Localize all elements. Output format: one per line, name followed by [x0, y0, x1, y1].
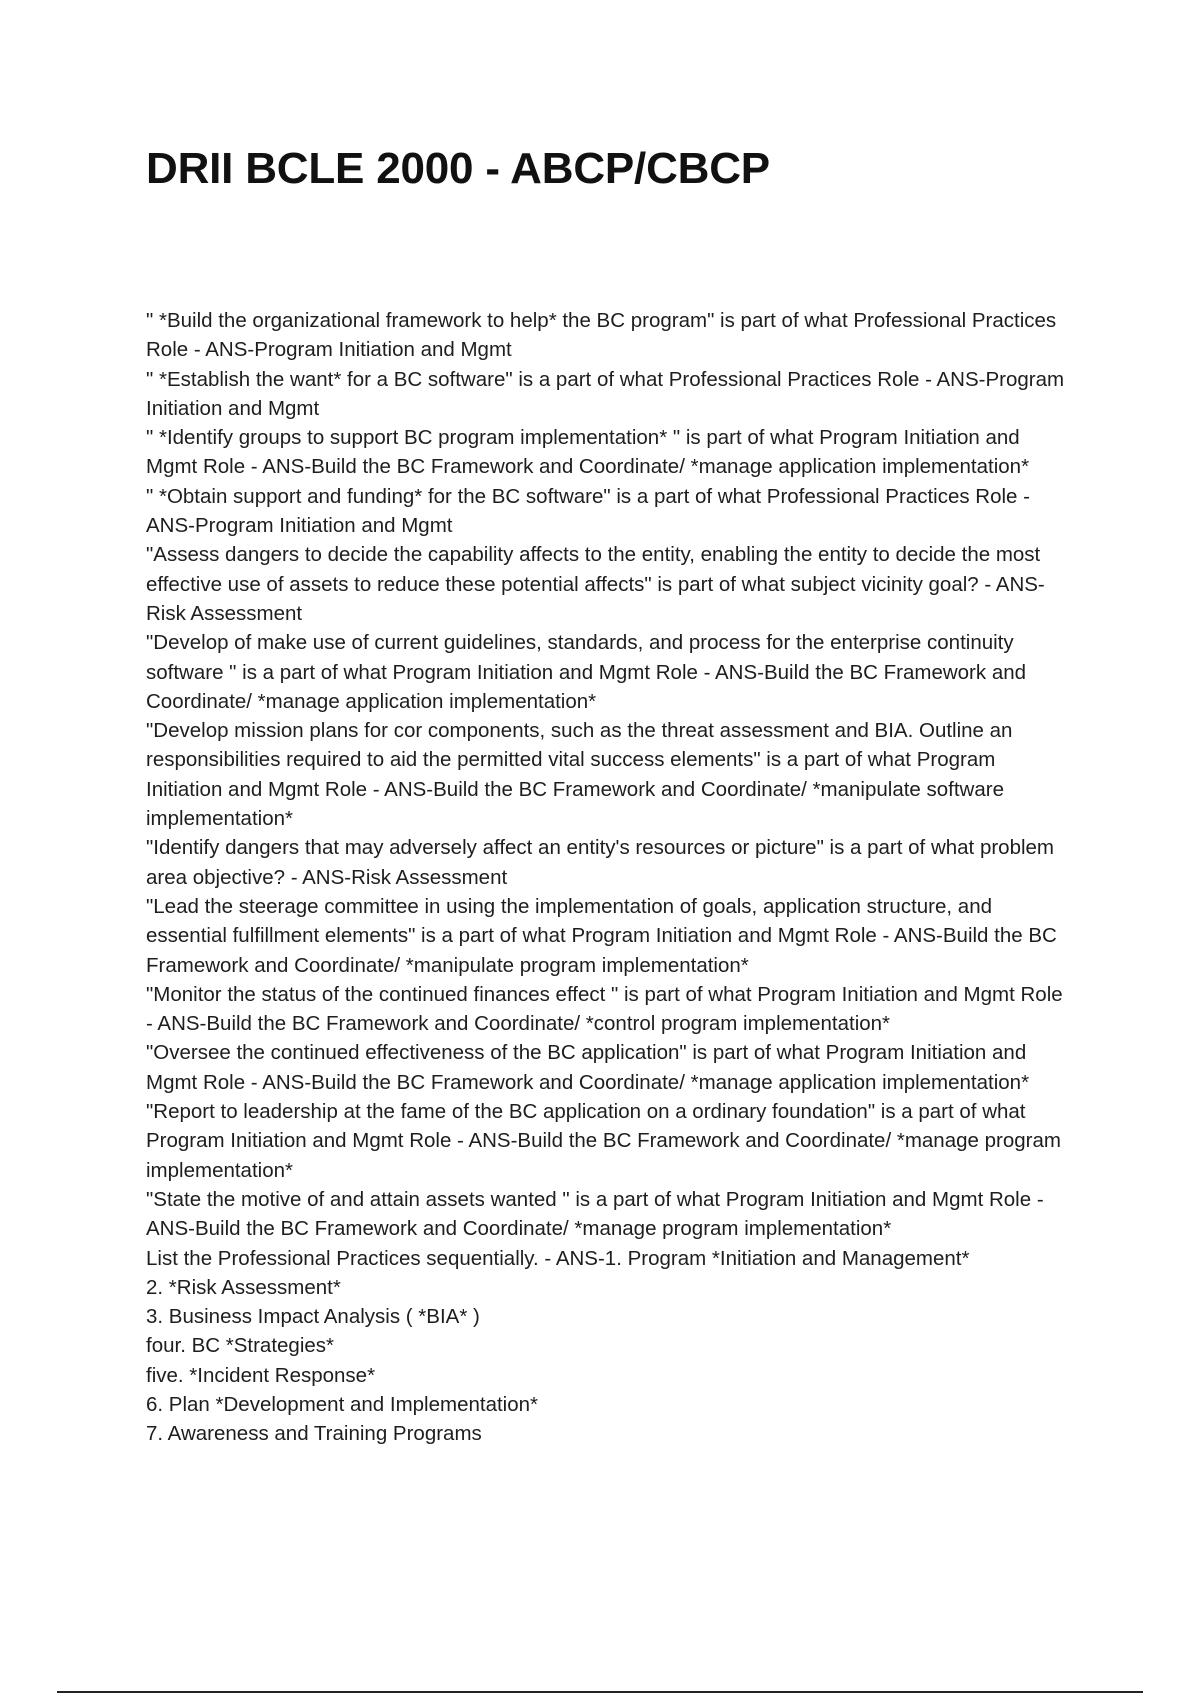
practice-list-item: five. *Incident Response*	[146, 1363, 376, 1387]
qa-entry: "Develop of make use of current guidelines, standards, and process for the enterprise continuity software " is a part of what Program Initiation and Mgmt Role - ANS-Build the BC Framework and Coordinate/ *manage application implementation*	[146, 631, 1027, 713]
qa-entry: "Oversee the continued effectiveness of the BC application" is part of what Program Initiation and Mgmt Role - ANS-Build the BC Framework and Coordinate/ *manage application implementation*	[146, 1041, 1030, 1094]
qa-entry: "Lead the steerage committee in using the implementation of goals, application structure, and essential fulfillment elements" is a part of what Program Initiation and Mgmt Role - ANS-Build the BC Framework and Coordinate/ *manipulate program implementation*	[146, 894, 1057, 977]
qa-entry: " *Establish the want* for a BC software" is a part of what Professional Practices Role - ANS-Program Initiation and Mgmt	[146, 367, 1065, 420]
practice-list-item: 2. *Risk Assessment*	[146, 1275, 341, 1299]
qa-entry: " *Build the organizational framework to help* the BC program" is part of what Professional Practices Role - ANS-Program Initiation and Mgmt	[146, 309, 1057, 362]
practice-list-item: 6. Plan *Development and Implementation*	[146, 1392, 539, 1416]
qa-entry: "Develop mission plans for cor components, such as the threat assessment and BIA. Outline an responsibilities required to aid the permitted vital success elements" is a part of what Program Initiation and Mgmt Role - ANS-Build the BC Framework and Coordinate/ *manipulate software implementation*	[146, 719, 1013, 831]
qa-entry: " *Obtain support and funding* for the BC software" is a part of what Professional Practices Role - ANS-Program Initiation and Mgmt	[146, 484, 1030, 538]
practice-list-item: 3. Business Impact Analysis ( *BIA* )	[146, 1305, 480, 1329]
qa-entry: "State the motive of and attain assets wanted " is a part of what Program Initiation and Mgmt Role - ANS-Build the BC Framework and Coordinate/ *manage program implementation*	[146, 1187, 1044, 1241]
footer-divider	[57, 1691, 1143, 1693]
qa-entry: List the Professional Practices sequentially. - ANS-1. Program *Initiation and Management*	[146, 1246, 970, 1270]
qa-entry: "Report to leadership at the fame of the BC application on a ordinary foundation" is a part of what Program Initiation and Mgmt Role - ANS-Build the BC Framework and Coordinate/ *manage program implementation*	[146, 1100, 1061, 1182]
qa-entry: "Identify dangers that may adversely affect an entity's resources or picture" is a part of what problem area objective? - ANS-Risk Assessment	[146, 836, 1055, 889]
qa-entry: " *Identify groups to support BC program implementation* " is part of what Program Initiation and Mgmt Role - ANS-Build the BC Framework and Coordinate/ *manage application implementation*	[146, 426, 1030, 479]
practice-list-item: four. BC *Strategies*	[146, 1334, 335, 1358]
qa-entry: "Assess dangers to decide the capability affects to the entity, enabling the entity to decide the most effective use of assets to reduce these potential affects" is part of what subject vicinity goal? - ANS-Risk Assessment	[146, 543, 1045, 625]
practice-list-item: 7. Awareness and Training Programs	[146, 1422, 482, 1446]
qa-entry: "Monitor the status of the continued finances effect " is part of what Program Initiation and Mgmt Role - ANS-Build the BC Framework and Coordinate/ *control program implementation*	[146, 982, 1063, 1036]
document-body	[146, 306, 1066, 1449]
document-title: DRII BCLE 2000 - ABCP/CBCP	[146, 144, 770, 193]
